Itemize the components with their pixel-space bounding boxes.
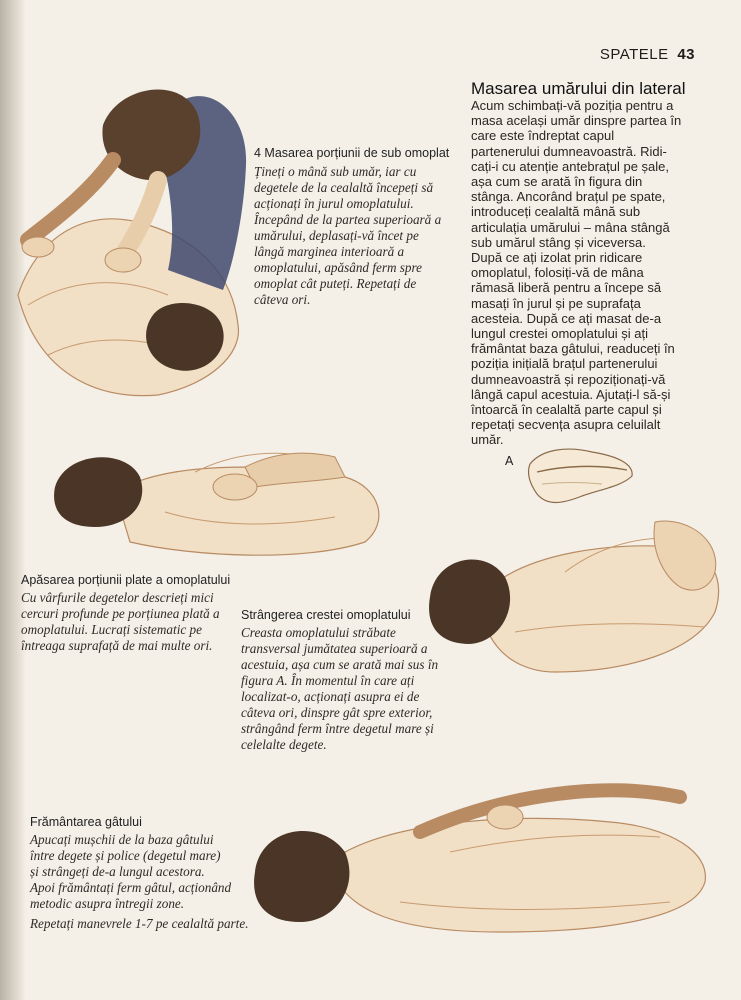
illustration-under-shoulder-blade <box>8 55 258 400</box>
section-title: Masarea umărului din lateral <box>471 79 686 98</box>
illustration-flat-shoulder-blade <box>45 432 395 562</box>
illustration-scapula-figure-a <box>522 444 642 510</box>
caption-footer-neck: Repetați manevrele 1-7 pe cealaltă parte. <box>30 916 249 931</box>
illustration-neck-kneading <box>250 762 725 940</box>
caption-text-step4: Țineți o mână sub umăr, iar cu degetele de la cealaltă începeți să acționați în jurul omoplatului. Începând de la partea superioară a umărului, deplasați-vă încet pe lângă marginea interioară a omoplatului, apăsând ferm spre omoplat cât puteți. Repetați de câteva ori. <box>254 164 442 307</box>
running-header <box>600 46 695 63</box>
caption-title-neck: Frământarea gâtului <box>30 815 142 829</box>
page-number: 43 <box>677 46 695 63</box>
caption-title-crest: Strângerea crestei omoplatului <box>241 608 411 622</box>
figure-a-label: A <box>505 454 514 468</box>
caption-title-step4: 4 Masarea porțiunii de sub omoplat <box>254 146 450 160</box>
caption-text-flat: Cu vârfurile degetelor descrieți mici cercuri profunde pe porțiunea plată a omoplatului. Lucrați sistematic pe întreaga suprafață de mai multe ori. <box>21 590 220 653</box>
caption-title-flat: Apăsarea porțiunii plate a omoplatului <box>21 573 231 587</box>
caption-text-neck: Apucați mușchii de la baza gâtului între degete și police (degetul mare) și strângeți de-a lungul acestora. Apoi frământați ferm gâtul, acționând metodic asupra întregii zone. <box>30 832 232 911</box>
section-body-text: Acum schimbați-vă poziția pentru a masa același umăr dinspre partea în care este îndreptat capul partenerului dumneavoastră. Ridi- cați-i cu atenție antebrațul pe șale, așa cum se arată în figura din stânga. Ancorând brațul pe spate, introduceți cealaltă mână sub articulația umărului – mâna stângă sub umărul stâng și viceversa. După ce ați izolat prin ridicare omoplatul, folosiți-vă de mâna rămasă liberă pentru a începe să masați în jurul și pe suprafața acesteia. După ce ați masat de-a lungul crestei omoplatului și ați frământat baza gâtului, readuceți în poziția inițială brațul partenerului dumneavoastră și repoziționați-vă lângă capul acestuia. Ajutați-l să-și întoarcă în cealaltă parte capul și repetați secvența asupra celuilalt umăr. <box>471 98 682 448</box>
caption-text-crest: Creasta omoplatului străbate transversal jumătatea superioară a acestuia, așa cum se arată mai sus în figura A. În momentul în care ați localizat-o, acționați asupra ei de câteva ori, dinspre gât spre exterior, strângând ferm între degetul mare și celelalte degete. <box>241 625 439 752</box>
section-name: SPATELE <box>599 46 669 63</box>
